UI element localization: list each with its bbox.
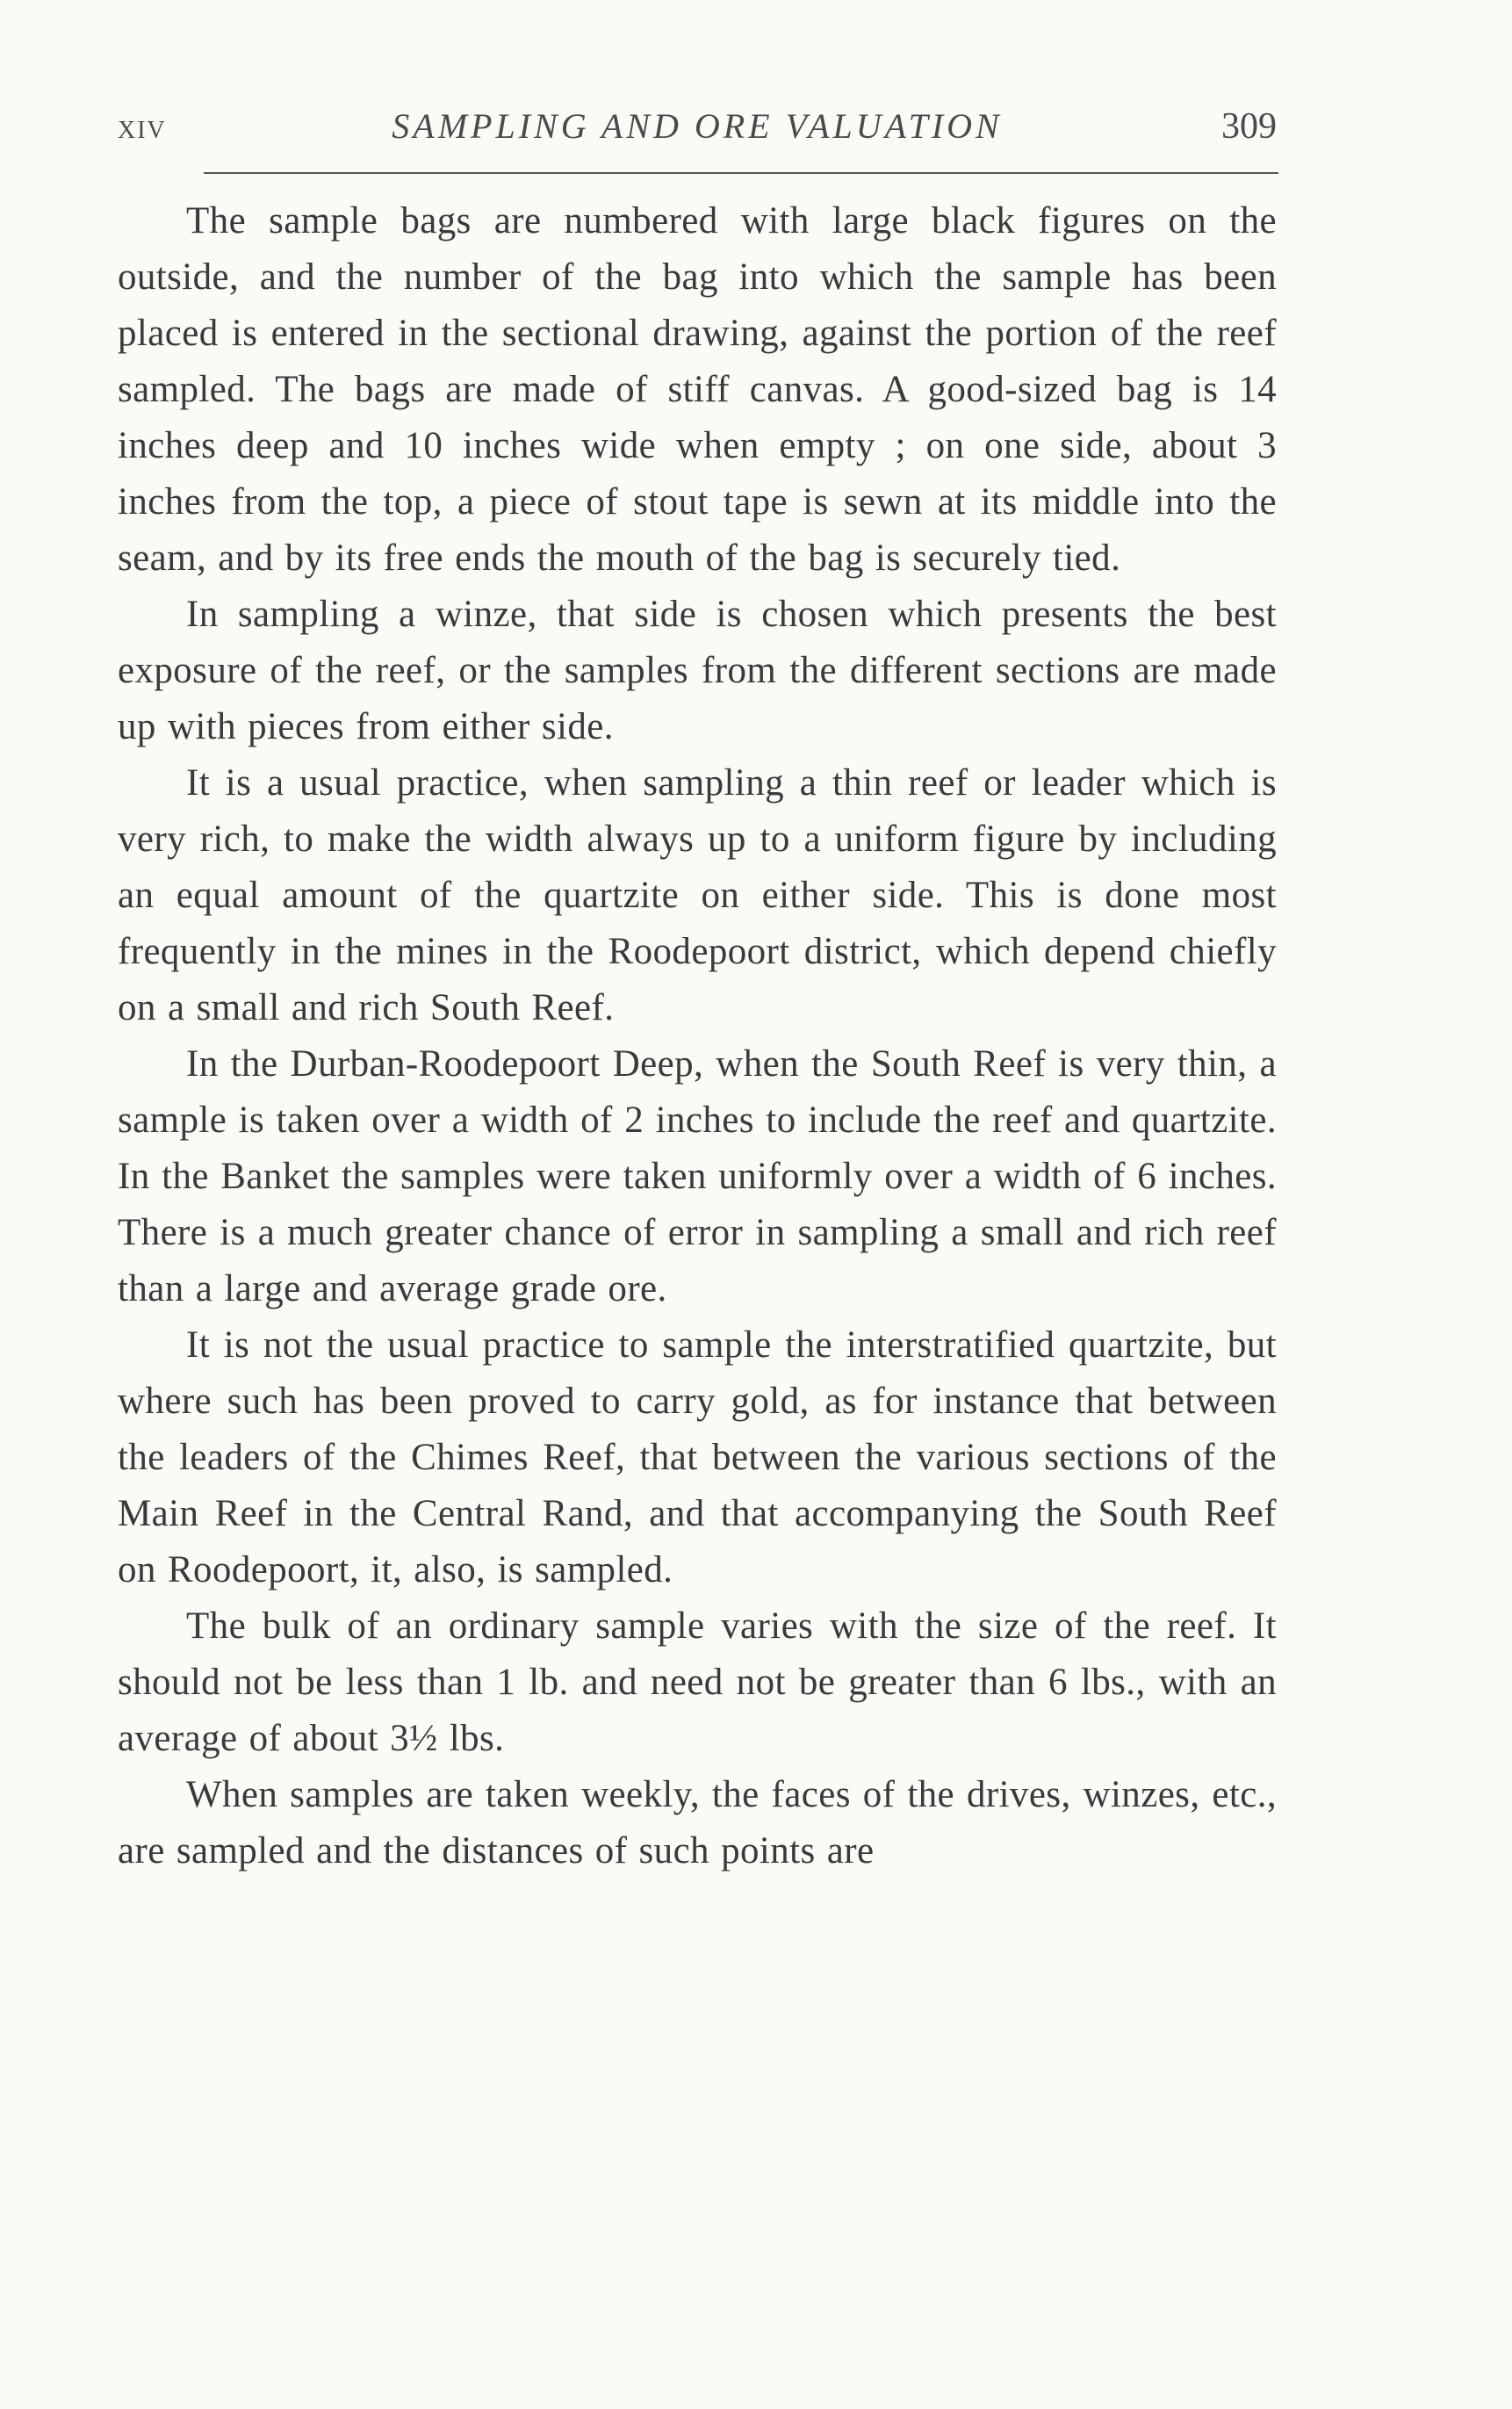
page-number: 309 (1221, 106, 1277, 147)
paragraph-winze-sampling: In sampling a winze, that side is chosen which presents the best exposure of the reef, or the samples from the different sections are made up with pieces from either side. (118, 594, 1277, 747)
paragraph-thin-reef: It is a usual practice, when sampling a thin reef or leader which is very rich, to make the width always up to a uniform figure by including an equal amount of the quartzite on either side. This is done most frequently in the mines in the Roodepoort district, which depend chiefly on a small and rich South Reef. (118, 762, 1277, 1028)
paragraph-sample-bulk: The bulk of an ordinary sample varies with the size of the reef. It should not be less than 1 lb. and need not be greater than 6 lbs., with an average of about 3½ lbs. (118, 1605, 1277, 1759)
paragraph-interstratified-quartzite: It is not the usual practice to sample the interstratified quartzite, but where such has been proved to carry gold, as for instance that between the leaders of the Chimes Reef, that between the various sections of the Main Reef in the Central Rand, and that accompanying the South Reef on Roodepoort, it, also, is sampled. (118, 1324, 1277, 1590)
running-title: SAMPLING AND ORE VALUATION (392, 106, 1003, 146)
running-header (118, 105, 1277, 158)
body-text (118, 193, 1277, 1879)
paragraph-weekly-samples: When samples are taken weekly, the faces of the drives, winzes, etc., are sampled and the distances of such points are (118, 1774, 1277, 1872)
paragraph-durban-roodepoort: In the Durban-Roodepoort Deep, when the South Reef is very thin, a sample is taken over a width of 2 inches to include the reef and quartzite. In the Banket the samples were taken uniformly over a width of 6 inches. There is a much greater chance of error in sampling a small and rich reef than a large and average grade ore. (118, 1043, 1277, 1309)
section-number: xiv (118, 106, 167, 146)
paragraph-sample-bags: The sample bags are numbered with large black figures on the outside, and the number of the bag into which the sample has been placed is entered in the sectional drawing, against the portion of the reef sampled. The bags are made of stiff canvas. A good-sized bag is 14 inches deep and 10 inches wide when empty ; on one side, about 3 inches from the top, a piece of stout tape is sewn at its middle into the seam, and by its free ends the mouth of the bag is securely tied. (118, 200, 1277, 579)
header-rule (204, 172, 1278, 174)
